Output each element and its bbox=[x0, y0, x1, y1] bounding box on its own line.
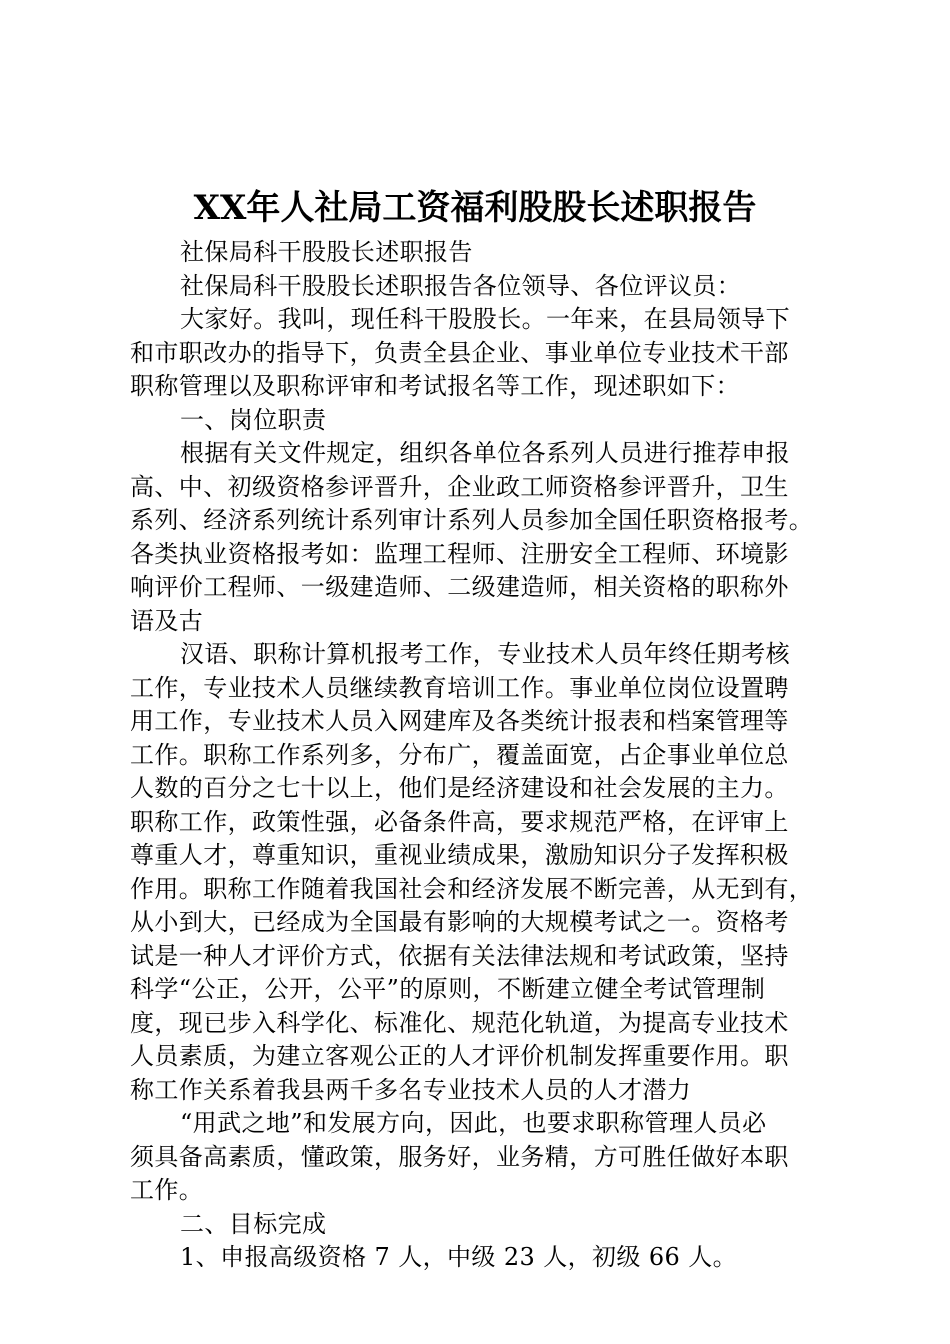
body-line: 职称管理以及职称评审和考试报名等工作，现述职如下： bbox=[130, 372, 740, 400]
body-line: 称工作关系着我县两千多名专业技术人员的人才潜力 bbox=[130, 1075, 692, 1104]
body-line: 职称工作，政策性强，必备条件高，要求规范严格，在评审上 bbox=[130, 807, 789, 836]
body-line: 一、岗位职责 bbox=[180, 405, 327, 434]
body-line: 用工作，专业技术人员入网建库及各类统计报表和档案管理等 bbox=[130, 707, 789, 735]
body-line: 汉语、职称计算机报考工作，专业技术人员年终任期考核 bbox=[180, 640, 790, 668]
body-line: 作用。职称工作随着我国社会和经济发展不断完善，从无到有， bbox=[130, 874, 814, 903]
body-line: 语及古 bbox=[130, 606, 204, 635]
body-line: 社保局科干股股长述职报告各位领导、各位评议员： bbox=[180, 271, 742, 300]
body-line: 须具备高素质，懂政策，服务好，业务精，方可胜任做好本职 bbox=[130, 1142, 789, 1171]
body-line: 高、中、初级资格参评晋升，企业政工师资格参评晋升，卫生 bbox=[130, 472, 789, 501]
body-line: 响评价工程师、一级建造师、二级建造师，相关资格的职称外 bbox=[130, 573, 789, 601]
body-line: 尊重人才，尊重知识，重视业绩成果，激励知识分子发挥积极 bbox=[130, 841, 789, 869]
document-body bbox=[130, 236, 850, 1275]
body-line: 各类执业资格报考如：监理工程师、注册安全工程师、环境影 bbox=[130, 539, 789, 568]
document-title: XX年人社局工资福利股股长述职报告 bbox=[193, 188, 757, 228]
body-line: 1、申报高级资格 7 人，中级 23 人，初级 66 人。 bbox=[180, 1243, 737, 1271]
body-line: 人员素质，为建立客观公正的人才评价机制发挥重要作用。职 bbox=[130, 1042, 789, 1070]
body-line: 度，现已步入科学化、标准化、规范化轨道，为提高专业技术 bbox=[130, 1008, 789, 1037]
body-line: 和市职改办的指导下，负责全县企业、事业单位专业技术干部 bbox=[130, 338, 789, 367]
body-line: 二、目标完成 bbox=[180, 1209, 327, 1238]
body-line: 社保局科干股股长述职报告 bbox=[180, 238, 473, 266]
body-line: 工作。职称工作系列多，分布广，覆盖面宽，占企事业单位总 bbox=[130, 740, 789, 769]
body-line: 从小到大，已经成为全国最有影响的大规模考试之一。资格考 bbox=[130, 908, 789, 936]
body-line: 根据有关文件规定，组织各单位各系列人员进行推荐申报 bbox=[180, 439, 790, 467]
body-line: 工作，专业技术人员继续教育培训工作。事业单位岗位设置聘 bbox=[130, 673, 789, 702]
body-line: “用武之地”和发展方向，因此，也要求职称管理人员必 bbox=[180, 1109, 767, 1137]
body-line: 大家好。我叫，现任科干股股长。一年来，在县局领导下 bbox=[180, 305, 790, 333]
body-line: 人数的百分之七十以上，他们是经济建设和社会发展的主力。 bbox=[130, 774, 789, 802]
body-line: 试是一种人才评价方式，依据有关法律法规和考试政策，坚持 bbox=[130, 941, 789, 970]
body-line: 工作。 bbox=[130, 1176, 204, 1204]
body-line: 系列、经济系列统计系列审计系列人员参加全国任职资格报考。 bbox=[130, 506, 814, 534]
body-line: 科学“公正，公开，公平”的原则，不断建立健全考试管理制 bbox=[130, 975, 766, 1003]
